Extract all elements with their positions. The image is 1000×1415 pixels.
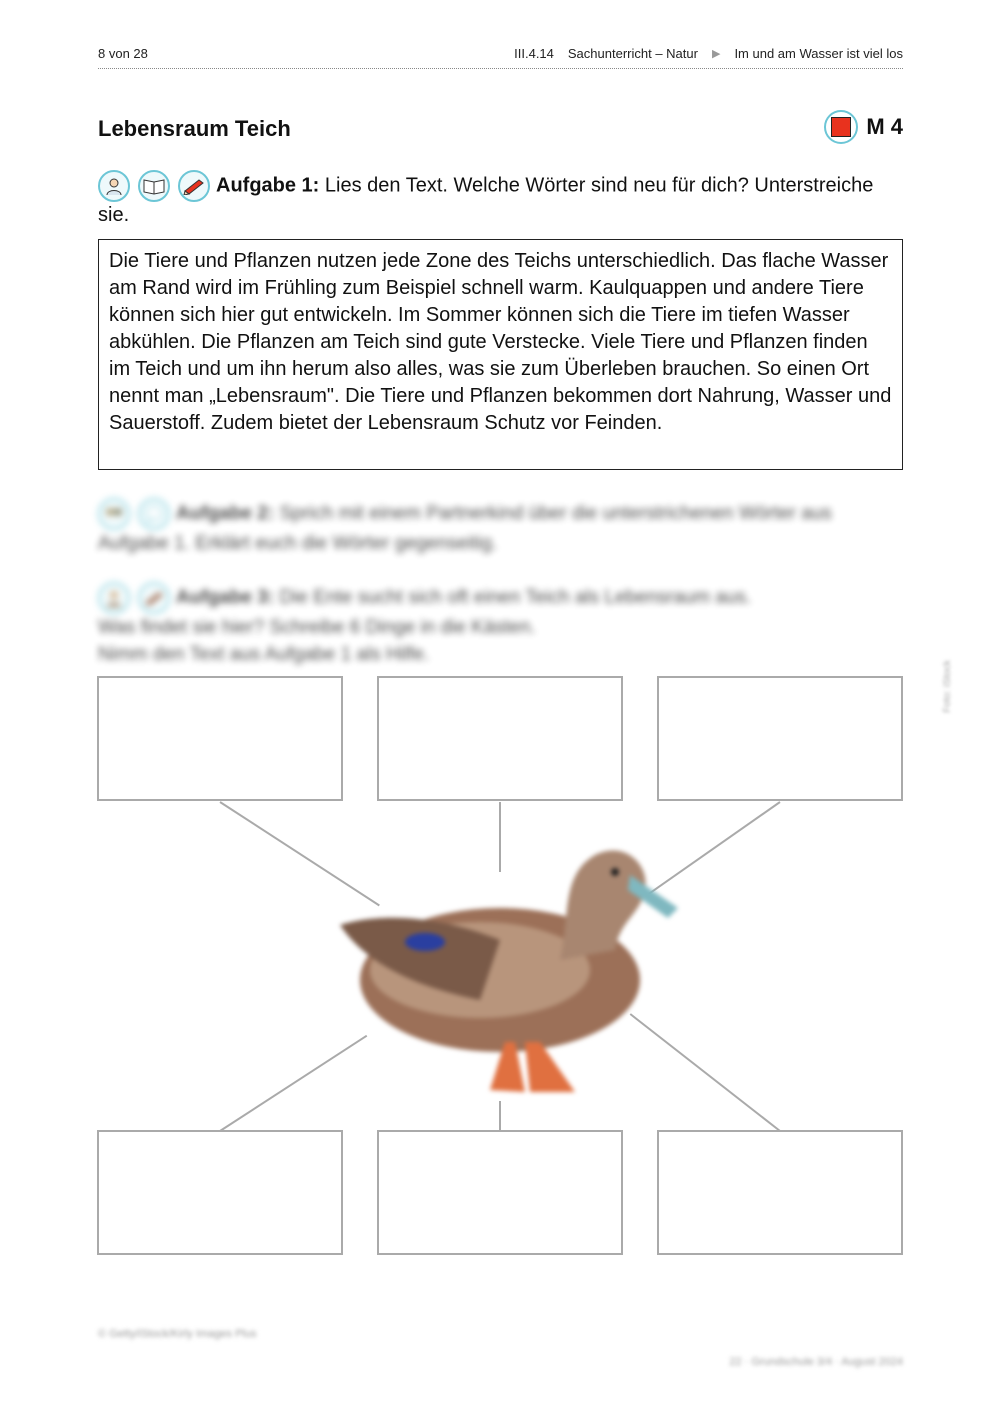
task-2 [98, 498, 903, 558]
task-3-line1: Die Ente sucht sich oft einen Teich als Lebensraum aus. [274, 587, 752, 609]
answer-box-2[interactable] [377, 676, 623, 801]
task-2-label: Aufgabe 2: [176, 503, 275, 525]
page-number: 8 von 28 [98, 46, 148, 61]
page-title: Lebensraum Teich [98, 116, 291, 141]
speech-bubble-icon [138, 498, 170, 530]
answer-box-1[interactable] [97, 676, 343, 801]
subject: Sachunterricht – Natur [567, 46, 698, 61]
side-note: Foto: iStock [942, 660, 953, 713]
reading-text-box: Die Tiere und Pflanzen nutzen jede Zone des Teichs unterschiedlich. Das flache Wasser am Rand wird im Frühling zum Beispiel schnell warm. Kaulquappen und andere Tiere können sich hier gut entwickeln. Im Sommer können sich die Tiere im tiefen Wasser abkühlen. Die Pflanzen am Teich sind gute Verstecke. Viele Tiere und Pflanzen finden im Teich und um ihn herum also alles, was sie zum Überleben brauchen. So einen Ort nennt man „Lebensraum". Die Tiere und Pflanzen bekommen dort Nahrung, Wasser und Sauerstoff. Zudem bietet der Lebensraum Schutz vor Feinden. [98, 239, 903, 470]
answer-box-3[interactable] [657, 676, 903, 801]
task-1-label: Aufgabe 1: [216, 174, 320, 197]
material-number: M 4 [866, 114, 903, 139]
answer-box-5[interactable] [377, 1130, 623, 1255]
header-breadcrumb [514, 46, 903, 61]
task-1-text: Lies den Text. Welche Wörter sind neu für dich? Unterstreiche sie. [98, 174, 874, 226]
duck-image [330, 830, 680, 1100]
answer-box-4[interactable] [97, 1130, 343, 1255]
task-3 [98, 582, 903, 668]
unit-title: Im und am Wasser ist viel los [734, 46, 903, 61]
task-1 [98, 170, 908, 229]
book-icon [138, 170, 170, 202]
task-2-text: Sprich mit einem Partnerkind über die unterstrichenen Wörter aus Aufgabe 1. Erklärt euch die Wörter gegenseitig. [98, 503, 832, 554]
arrow-icon: ▶ [711, 48, 721, 60]
person-icon [98, 170, 130, 202]
person-icon [98, 582, 130, 614]
page-header [98, 44, 903, 69]
unit-code: III.4.14 [514, 46, 554, 61]
task-3-label: Aufgabe 3: [176, 587, 275, 609]
partner-icon [98, 498, 130, 530]
pencil-icon [138, 582, 170, 614]
material-label [824, 110, 903, 144]
pencil-icon [178, 170, 210, 202]
connector-line [499, 1101, 501, 1131]
red-square-icon [824, 110, 858, 144]
answer-box-6[interactable] [657, 1130, 903, 1255]
task-3-line2: Was findet sie hier? Schreibe 6 Dinge in die Kästen. [98, 617, 536, 638]
footer-publisher: 22 · Grundschule 3/4 · August 2024 [729, 1356, 903, 1368]
footer-credit: © Getty/iStock/Kirly Images Plus [98, 1328, 257, 1340]
task-3-line3: Nimm den Text aus Aufgabe 1 als Hilfe. [98, 644, 430, 665]
